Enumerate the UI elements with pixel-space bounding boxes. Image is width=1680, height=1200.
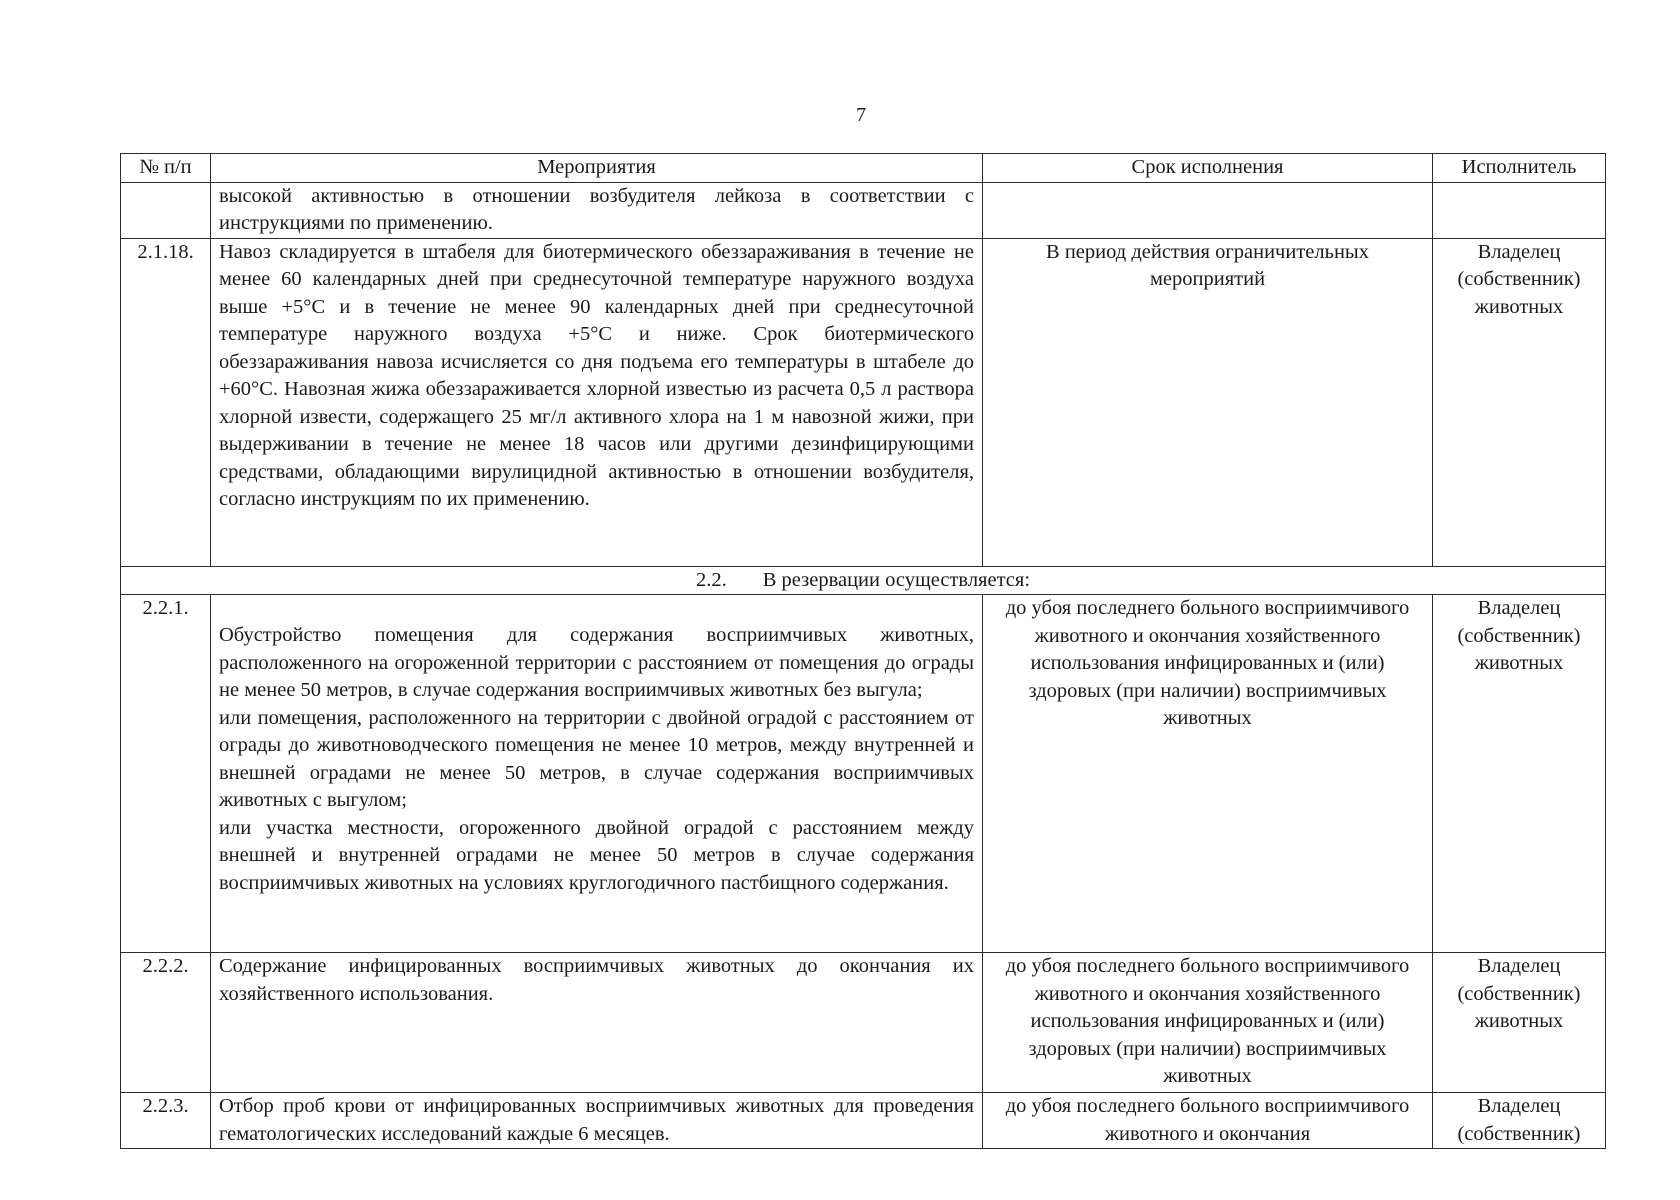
row-measures: высокой активностью в отношении возбудителя лейкоза в соответствии с инструкциями по применению. bbox=[211, 182, 983, 238]
row-number: 2.2.1. bbox=[121, 595, 211, 953]
table-row bbox=[121, 238, 1606, 566]
header-term: Срок исполнения bbox=[983, 154, 1433, 183]
table-row bbox=[121, 953, 1606, 1093]
header-executor: Исполнитель bbox=[1433, 154, 1606, 183]
row-number: 2.2.3. bbox=[121, 1093, 211, 1149]
row-measures: Навоз складируется в штабеля для биотермического обеззараживания в течение не менее 60 календарных дней при среднесуточной температуре наружного воздуха выше +5°С и в течение не менее 90 календарных дней при среднесуточной температуре наружного воздуха +5°С и ниже. Срок биотермического обеззараживания навоза исчисляется со дня подъема его температуры в штабеле до +60°С. Навозная жижа обеззараживается хлорной известью из расчета 0,5 л раствора хлорной извести, содержащего 25 мг/л активного хлора на 1 м навозной жижи, при выдерживании в течение не менее 18 часов или другими дезинфицирующими средствами, обладающими вирулицидной активностью в отношении возбудителя, согласно инструкциям по их применению. bbox=[211, 238, 983, 566]
row-number: 2.1.18. bbox=[121, 238, 211, 566]
section-title: В резервации осуществляется: bbox=[762, 568, 1031, 591]
measure-paragraph: Обустройство помещения для содержания восприимчивых животных, расположенного на огороженной территории с расстоянием от помещения до ограды не менее 50 метров, в случае содержания восприимчивых животных без выгула; bbox=[219, 624, 974, 701]
row-executor: Владелец (собственник) животных bbox=[1433, 238, 1606, 566]
row-executor: Владелец (собственник) bbox=[1433, 1093, 1606, 1149]
measure-paragraph: или помещения, расположенного на территории с двойной оградой с расстоянием от ограды до животноводческого помещения не менее 10 метров, между внутренней и внешней оградами не менее 50 метров, в случае содержания восприимчивых животных с выгулом; bbox=[219, 706, 974, 811]
header-num: № п/п bbox=[121, 154, 211, 183]
measure-paragraph: или участка местности, огороженного двойной оградой с расстоянием между внешней и внутренней оградами не менее 50 метров в случае содержания восприимчивых животных на условиях круглогодичного пастбищного содержания. bbox=[219, 816, 974, 894]
row-number: 2.2.2. bbox=[121, 953, 211, 1093]
row-measures bbox=[211, 595, 983, 953]
table-row bbox=[121, 1093, 1606, 1149]
row-term: до убоя последнего больного восприимчивого животного и окончания bbox=[983, 1093, 1433, 1149]
row-term bbox=[983, 182, 1433, 238]
row-executor bbox=[1433, 182, 1606, 238]
row-measures: Отбор проб крови от инфицированных восприимчивых животных для проведения гематологических исследований каждые 6 месяцев. bbox=[211, 1093, 983, 1149]
table-row bbox=[121, 182, 1606, 238]
row-measures: Содержание инфицированных восприимчивых животных до окончания их хозяйственного использования. bbox=[211, 953, 983, 1093]
row-term: до убоя последнего больного восприимчивого животного и окончания хозяйственного использования инфицированных и (или) здоровых (при наличии) восприимчивых животных bbox=[983, 953, 1433, 1093]
page-number: 7 bbox=[856, 104, 866, 126]
row-executor: Владелец (собственник) животных bbox=[1433, 595, 1606, 953]
table-header-row bbox=[121, 154, 1606, 183]
row-term: В период действия ограничительных мероприятий bbox=[983, 238, 1433, 566]
section-heading bbox=[121, 566, 1606, 595]
row-executor: Владелец (собственник) животных bbox=[1433, 953, 1606, 1093]
measures-table bbox=[120, 153, 1606, 1149]
section-number: 2.2. bbox=[695, 568, 727, 591]
row-term: до убоя последнего больного восприимчивого животного и окончания хозяйственного использования инфицированных и (или) здоровых (при наличии) восприимчивых животных bbox=[983, 595, 1433, 953]
section-row bbox=[121, 566, 1606, 595]
header-measures: Мероприятия bbox=[211, 154, 983, 183]
row-number bbox=[121, 182, 211, 238]
table-row bbox=[121, 595, 1606, 953]
